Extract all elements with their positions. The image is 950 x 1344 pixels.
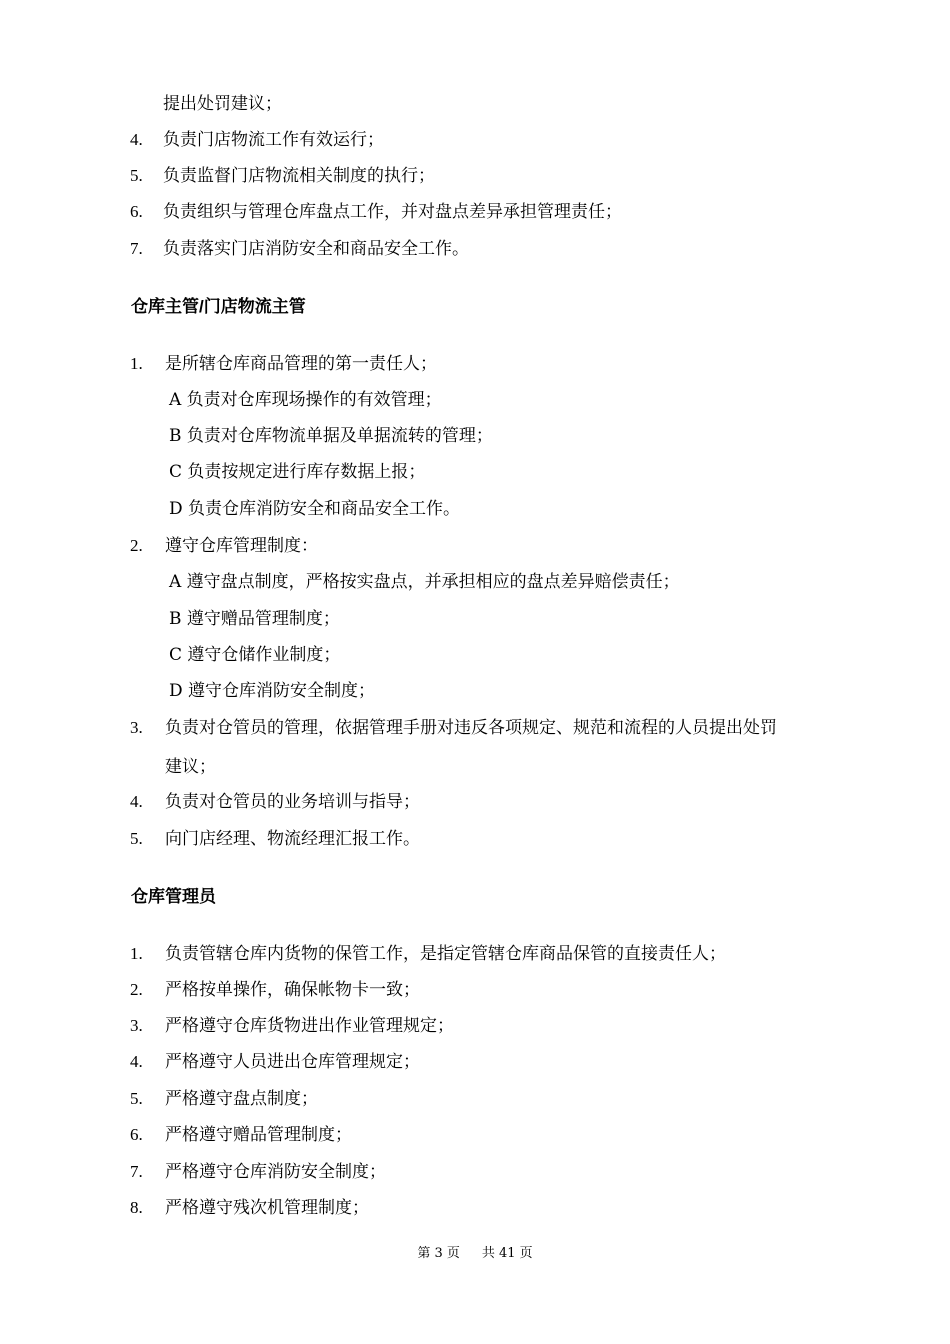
list-text: 是所辖仓库商品管理的第一责任人；: [165, 354, 437, 374]
list-text: 负责管辖仓库内货物的保管工作，是指定管辖仓库商品保管的直接责任人；: [165, 944, 726, 964]
section-heading-warehouse-supervisor: 仓库主管/门店物流主管: [131, 297, 306, 316]
list-text: 负责落实门店消防安全和商品安全工作。: [163, 239, 469, 259]
page-footer: [0, 1242, 950, 1266]
list-number: 5.: [130, 829, 143, 848]
sub-item-text: C 遵守仓储作业制度；: [169, 645, 341, 665]
list-number: 1.: [130, 354, 143, 373]
list-text: 严格遵守盘点制度；: [165, 1089, 318, 1109]
list-text: 负责组织与管理仓库盘点工作，并对盘点差异承担管理责任；: [163, 202, 622, 222]
page-number: 第 3 页: [417, 1246, 460, 1261]
list-text: 严格遵守人员进出仓库管理规定；: [165, 1052, 420, 1072]
list-number: 4.: [130, 1052, 143, 1071]
list-number: 7.: [130, 239, 143, 258]
list-text: 严格按单操作，确保帐物卡一致；: [165, 980, 420, 1000]
list-text: 负责门店物流工作有效运行；: [163, 130, 384, 150]
list-number: 5.: [130, 166, 143, 185]
sub-item-text: B 遵守赠品管理制度；: [169, 609, 340, 629]
sub-item-text: A 遵守盘点制度，严格按实盘点，并承担相应的盘点差异赔偿责任；: [169, 572, 680, 592]
list-text: 建议；: [165, 757, 216, 777]
list-text: 提出处罚建议；: [163, 94, 282, 114]
list-text: 遵守仓库管理制度：: [165, 536, 318, 556]
list-text: 严格遵守仓库货物进出作业管理规定；: [165, 1016, 454, 1036]
list-text: 向门店经理、物流经理汇报工作。: [165, 829, 420, 849]
list-text: 负责对仓管员的业务培训与指导；: [165, 792, 420, 812]
list-number: 1.: [130, 944, 143, 963]
page-total: 共 41 页: [481, 1246, 533, 1261]
sub-item-text: B 负责对仓库物流单据及单据流转的管理；: [169, 426, 493, 446]
list-text: 严格遵守残次机管理制度；: [165, 1198, 369, 1218]
list-text: 严格遵守赠品管理制度；: [165, 1125, 352, 1145]
list-number: 3.: [130, 718, 143, 737]
list-number: 5.: [130, 1089, 143, 1108]
list-number: 6.: [130, 202, 143, 221]
sub-item-text: D 遵守仓库消防安全制度；: [169, 681, 376, 701]
list-number: 3.: [130, 1016, 143, 1035]
list-number: 4.: [130, 792, 143, 811]
sub-item-text: C 负责按规定进行库存数据上报；: [169, 462, 426, 482]
sub-item-text: A 负责对仓库现场操作的有效管理；: [169, 390, 442, 410]
list-number: 4.: [130, 130, 143, 149]
list-number: 2.: [130, 536, 143, 555]
list-number: 7.: [130, 1162, 143, 1181]
section-heading-warehouse-keeper: 仓库管理员: [131, 887, 216, 906]
sub-item-text: D 负责仓库消防安全和商品安全工作。: [169, 499, 461, 519]
list-number: 8.: [130, 1198, 143, 1217]
list-text: 负责监督门店物流相关制度的执行；: [163, 166, 435, 186]
list-text: 严格遵守仓库消防安全制度；: [165, 1162, 386, 1182]
list-text: 负责对仓管员的管理，依据管理手册对违反各项规定、规范和流程的人员提出处罚: [165, 718, 777, 738]
list-number: 6.: [130, 1125, 143, 1144]
list-number: 2.: [130, 980, 143, 999]
